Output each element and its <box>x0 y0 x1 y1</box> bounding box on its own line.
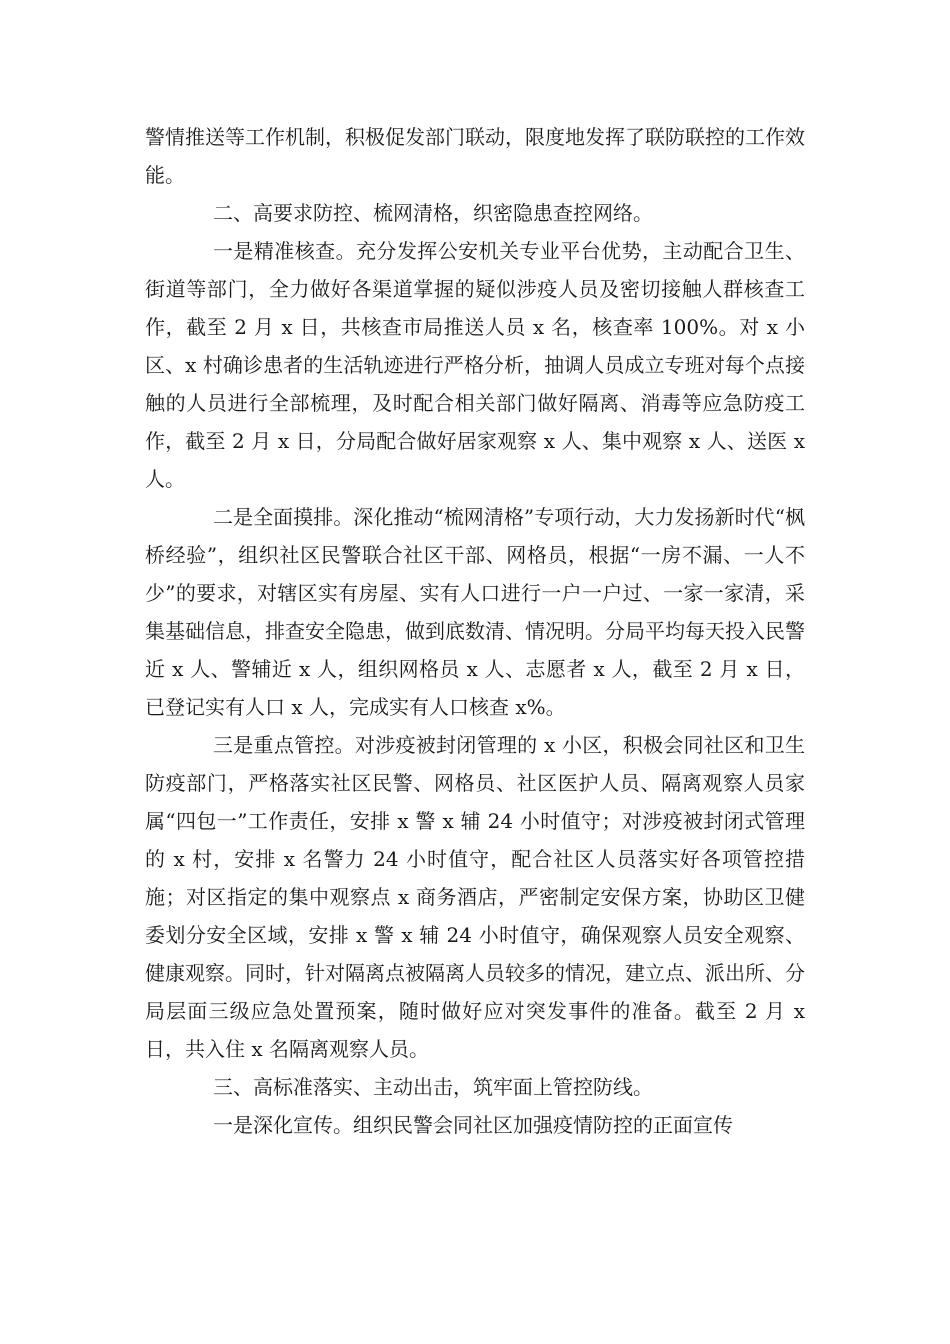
paragraph-precise-verification: 一是精准核查。充分发挥公安机关专业平台优势，主动配合卫生、街道等部门，全力做好各渠道掌握的疑似涉疫人员及密切接触人群核查工作，截至 2 月 x 日，共核查市局推送人员 x 名，核查率 100%。对 x 小区、x 村确诊患者的生活轨迹进行严格分析，抽调人员成立专班对每个点接触的人员进行全部梳理，及时配合相关部门做好隔离、消毒等应急防疫工作，截至 2 月 x 日，分局配合做好居家观察 x 人、集中观察 x 人、送医 x 人。 <box>145 239 805 491</box>
paragraph-deepen-publicity: 一是深化宣传。组织民警会同社区加强疫情防控的正面宣传 <box>213 1113 733 1137</box>
section-heading-3: 三、高标准落实、主动出击，筑牢面上管控防线。 <box>213 1075 653 1099</box>
section-heading-2: 二、高要求防控、梳网清格，织密隐患查控网络。 <box>213 201 653 225</box>
paragraph-key-control: 三是重点管控。对涉疫被封闭管理的 x 小区，积极会同社区和卫生防疫部门，严格落实社区民警、网格员、社区医护人员、隔离观察人员家属“四包一”工作责任，安排 x 警 x 辅 24 小时值守；对涉疫被封闭式管理的 x 村，安排 x 名警力 24 小时值守，配合社区人员落实好各项管控措施；对区指定的集中观察点 x 商务酒店，严密制定安保方案，协助区卫健委划分安全区域，安排 x 警 x 辅 24 小时值守，确保观察人员安全观察、健康观察。同时，针对隔离点被隔离人员较多的情况，建立点、派出所、分局层面三级应急处置预案，随时做好应对突发事件的准备。截至 2 月 x 日，共入住 x 名隔离观察人员。 <box>145 733 805 1061</box>
document-page <box>145 118 805 1144</box>
paragraph-continuation: 警情推送等工作机制，积极促发部门联动，限度地发挥了联防联控的工作效能。 <box>145 125 805 187</box>
paragraph-comprehensive-survey: 二是全面摸排。深化推动“梳网清格”专项行动，大力发扬新时代“枫桥经验”，组织社区民警联合社区干部、网格员，根据“一房不漏、一人不少”的要求，对辖区实有房屋、实有人口进行一户一户过、一家一家清，采集基础信息，排查安全隐患，做到底数清、情况明。分局平均每天投入民警近 x 人、警辅近 x 人，组织网格员 x 人、志愿者 x 人，截至 2 月 x 日，已登记实有人口 x 人，完成实有人口核查 x%。 <box>145 505 805 719</box>
